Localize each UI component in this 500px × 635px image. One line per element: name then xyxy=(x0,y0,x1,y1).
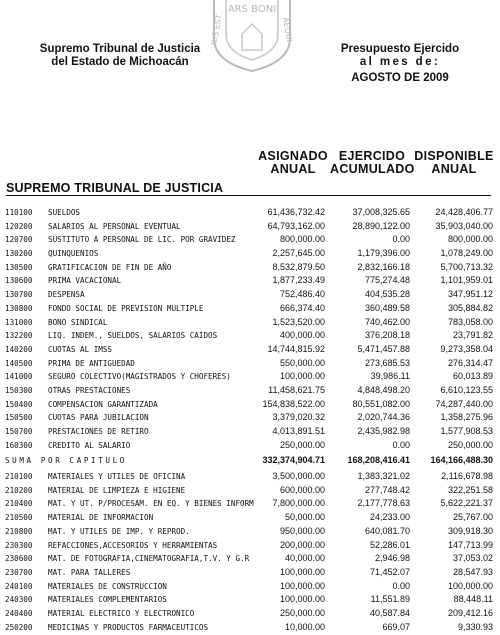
asignado-value: 250,000.00 xyxy=(279,439,325,450)
column-header-asignado-line1: ASIGNADO xyxy=(258,149,328,163)
asignado-value: 3,379,020.32 xyxy=(272,412,325,423)
disponible-value: 9,330.93 xyxy=(457,621,493,632)
account-description: MATERIALES Y UTILES DE OFICINA xyxy=(48,472,186,482)
account-code: 240400 xyxy=(5,608,33,618)
summary-row xyxy=(0,454,500,468)
account-code: 130600 xyxy=(5,276,33,286)
disponible-value: 322,251.58 xyxy=(447,484,493,495)
disponible-value: 164,166,488.30 xyxy=(430,455,493,466)
ejercido-value: 168,208,416.41 xyxy=(347,455,410,466)
account-code: 210400 xyxy=(5,499,33,509)
column-header-ejercido-line1: EJERCIDO xyxy=(338,149,406,163)
table-row xyxy=(0,316,500,330)
ejercido-value: 360,489.58 xyxy=(364,302,410,313)
section-title: SUPREMO TRIBUNAL DE JUSTICIA xyxy=(6,181,224,195)
account-code: 150400 xyxy=(5,399,33,409)
account-description: CUOTAS PARA JUBILACION xyxy=(48,413,149,423)
ejercido-value: 39,986.11 xyxy=(370,371,410,382)
asignado-value: 7,800,000.00 xyxy=(272,498,325,509)
disponible-value: 74,287,440.00 xyxy=(435,398,493,409)
report-month-label: al mes de: xyxy=(359,56,441,68)
ejercido-value: 740,462.00 xyxy=(364,316,410,327)
report-header xyxy=(320,43,480,85)
ejercido-value: 80,551,082.00 xyxy=(352,398,410,409)
account-description: MAT. PARA TALLERES xyxy=(48,567,131,577)
report-period: AGOSTO DE 2009 xyxy=(351,72,449,84)
ejercido-value: 2,020,744.36 xyxy=(357,412,410,423)
disponible-value: 100,000.00 xyxy=(447,580,493,591)
asignado-value: 40,000.00 xyxy=(284,553,325,564)
asignado-value: 666,374.40 xyxy=(279,302,325,313)
account-description: MATERIAL DE LIMPIEZA E HIGIENE xyxy=(48,485,186,495)
ejercido-value: 24,233.00 xyxy=(369,512,410,523)
ejercido-value: 40,587.84 xyxy=(369,607,410,618)
table-row xyxy=(0,357,500,371)
disponible-value: 305,884.82 xyxy=(447,302,493,313)
account-description: GRATIFICACION DE FIN DE AÑO xyxy=(48,262,172,272)
table-row xyxy=(0,302,500,316)
disponible-value: 9,273,358.04 xyxy=(440,343,493,354)
institution-header xyxy=(5,43,235,69)
column-header-ejercido-line2: ACUMULADO xyxy=(330,162,415,176)
table-row xyxy=(0,621,500,635)
table-row xyxy=(0,274,500,288)
account-code: 150300 xyxy=(5,385,33,395)
asignado-value: 50,000.00 xyxy=(284,512,325,523)
disponible-value: 25,767.00 xyxy=(452,512,493,523)
account-description: SUSTITUTO A PERSONAL DE LIC. POR GRAVIDEZ xyxy=(48,235,236,245)
account-code: 210200 xyxy=(5,485,33,495)
ejercido-value: 277,748.42 xyxy=(364,484,410,495)
asignado-value: 100,000.00 xyxy=(279,566,325,577)
table-row xyxy=(0,261,500,275)
disponible-value: 88,448.11 xyxy=(453,594,493,605)
disponible-value: 276,314.47 xyxy=(447,357,493,368)
disponible-value: 1,101,959.01 xyxy=(440,275,493,286)
disponible-value: 309,918.30 xyxy=(447,525,493,536)
table-row xyxy=(0,343,500,357)
table-row xyxy=(0,288,500,302)
account-code: 140500 xyxy=(5,358,33,368)
disponible-value: 5,622,221.37 xyxy=(440,498,493,509)
account-code: 230300 xyxy=(5,540,33,550)
disponible-value: 23,791.82 xyxy=(452,330,493,341)
seal-text-top: ARS BONI xyxy=(227,4,277,15)
table-row xyxy=(0,497,500,511)
table-row xyxy=(0,411,500,425)
ejercido-value: 0.00 xyxy=(392,439,410,450)
account-description: MATERIAL ELECTRICO Y ELECTRONICO xyxy=(48,608,195,618)
asignado-value: 400,000.00 xyxy=(279,330,325,341)
account-code: 210800 xyxy=(5,526,33,536)
ejercido-value: 376,208.18 xyxy=(364,330,410,341)
account-description: MAT. Y UTILES DE IMP. Y REPROD. xyxy=(48,526,190,536)
table-row xyxy=(0,370,500,384)
account-description: MATERIALES COMPLEMENTARIOS xyxy=(48,595,167,605)
account-code: 130200 xyxy=(5,249,33,259)
table-row xyxy=(0,580,500,594)
account-description: DESPENSA xyxy=(48,290,85,300)
account-code: 120700 xyxy=(5,235,33,245)
account-description: SEGURO COLECTIVO(MAGISTRADOS Y CHOFERES) xyxy=(48,372,231,382)
ejercido-value: 37,008,325.65 xyxy=(352,207,410,217)
asignado-value: 2,257,645.00 xyxy=(272,248,325,259)
table-row xyxy=(0,206,500,220)
account-description: FONDO SOCIAL DE PREVISION MULTIPLE xyxy=(48,303,204,313)
account-code: 130800 xyxy=(5,303,33,313)
account-code: 210500 xyxy=(5,513,33,523)
asignado-value: 1,877,233.49 xyxy=(272,275,325,286)
asignado-value: 4,013,891.51 xyxy=(272,426,325,436)
asignado-value: 600,000.00 xyxy=(279,484,325,495)
institution-line-2: del Estado de Michoacán xyxy=(51,56,189,68)
asignado-value: 800,000.00 xyxy=(279,234,325,245)
account-description: MAT. Y UT. P/PROCESAM. EN EQ. Y BIENES INFORM xyxy=(48,499,254,509)
account-code: 250200 xyxy=(5,622,33,632)
account-code: 141000 xyxy=(5,372,33,382)
ejercido-value: 11,551.89 xyxy=(370,594,410,605)
ejercido-value: 1,179,396.00 xyxy=(357,248,410,259)
disponible-value: 28,547.93 xyxy=(452,566,493,577)
asignado-value: 11,458,621.75 xyxy=(268,384,325,395)
account-code: 150500 xyxy=(5,413,33,423)
table-row xyxy=(0,398,500,412)
account-code: 131000 xyxy=(5,317,33,327)
account-description: LIQ. INDEM., SUELDOS, SALARIOS CAIDOS xyxy=(48,331,218,341)
disponible-value: 783,058.00 xyxy=(447,316,493,327)
account-code: SUMA POR CAPITULO xyxy=(5,456,127,466)
ejercido-value: 1,383,321.02 xyxy=(357,471,410,482)
ejercido-value: 669.07 xyxy=(382,621,410,632)
account-code: 230700 xyxy=(5,567,33,577)
account-code: 150700 xyxy=(5,427,33,436)
column-header-disponible xyxy=(412,150,496,176)
ejercido-value: 640,081.70 xyxy=(364,525,410,536)
budget-table xyxy=(0,206,500,634)
column-header-disponible-line2: ANUAL xyxy=(431,162,477,176)
disponible-value: 250,000.00 xyxy=(447,439,493,450)
account-code: 120200 xyxy=(5,221,33,231)
table-row xyxy=(0,593,500,607)
table-row xyxy=(0,384,500,398)
disponible-value: 1,358,275.96 xyxy=(440,412,493,423)
asignado-value: 100,000.00 xyxy=(279,594,325,605)
ejercido-value: 273,685.53 xyxy=(364,357,410,368)
table-row xyxy=(0,539,500,553)
ejercido-value: 4,848,498.20 xyxy=(357,384,410,395)
account-description: MEDICINAS Y PRODUCTOS FARMACEUTICOS xyxy=(48,622,209,632)
asignado-value: 100,000.00 xyxy=(279,371,325,382)
disponible-value: 5,700,713.32 xyxy=(440,261,493,272)
ejercido-value: 775,274.48 xyxy=(364,275,410,286)
asignado-value: 250,000.00 xyxy=(279,607,325,618)
asignado-value: 154,838,522.00 xyxy=(262,398,325,409)
table-row xyxy=(0,247,500,261)
table-row xyxy=(0,511,500,525)
account-description: PRIMA VACACIONAL xyxy=(48,276,122,286)
asignado-value: 200,000.00 xyxy=(279,539,325,550)
disponible-value: 1,577,908.53 xyxy=(440,426,493,436)
report-title: Presupuesto Ejercido xyxy=(340,43,460,55)
disponible-value: 1,078,249.00 xyxy=(440,248,493,259)
asignado-value: 10,000.00 xyxy=(284,621,325,632)
account-description: SALARIOS AL PERSONAL EVENTUAL xyxy=(48,221,181,231)
asignado-value: 61,436,732.42 xyxy=(267,207,325,217)
table-row xyxy=(0,425,500,439)
asignado-value: 64,793,162.00 xyxy=(267,220,325,231)
account-code: 130700 xyxy=(5,290,33,300)
ejercido-value: 0.00 xyxy=(392,234,410,245)
account-description: QUINQUENIOS xyxy=(48,249,99,259)
disponible-value: 2,116,678.98 xyxy=(441,471,493,482)
ejercido-value: 2,832,166.18 xyxy=(357,261,410,272)
column-header-asignado-line2: ANUAL xyxy=(270,162,316,176)
table-row xyxy=(0,233,500,247)
account-description: PRIMA DE ANTIGUEDAD xyxy=(48,358,135,368)
account-description: CUOTAS AL IMSS xyxy=(48,344,113,354)
asignado-value: 3,500,000.00 xyxy=(272,471,325,482)
account-description: MAT. DE FOTOGRAFIA,CINEMATOGRAFIA,T.V. Y G.R xyxy=(48,554,250,564)
ejercido-value: 5,471,457.88 xyxy=(357,343,410,354)
account-code: 230600 xyxy=(5,554,33,564)
account-description: MATERIAL DE INFORMACION xyxy=(48,513,154,523)
ejercido-value: 28,890,122.00 xyxy=(352,220,410,231)
asignado-value: 100,000.00 xyxy=(279,580,325,591)
account-code: 130500 xyxy=(5,262,33,272)
account-code: 132200 xyxy=(5,331,33,341)
disponible-value: 209,412.16 xyxy=(447,607,493,618)
asignado-value: 8,532,879.50 xyxy=(272,261,325,272)
account-code: 240100 xyxy=(5,581,33,591)
account-description: PRESTACIONES DE RETIRO xyxy=(48,427,149,436)
account-code: 110100 xyxy=(5,208,33,217)
ejercido-value: 2,435,982.98 xyxy=(357,426,410,436)
asignado-value: 752,486.40 xyxy=(279,289,325,300)
asignado-value: 332,374,904.71 xyxy=(262,455,325,466)
account-description: MATERIALES DE CONSTRUCCION xyxy=(48,581,167,591)
ejercido-value: 2,177,778.63 xyxy=(357,498,410,509)
account-description: COMPENSACION GARANTIZADA xyxy=(48,399,158,409)
disponible-value: 37,053.02 xyxy=(452,553,493,564)
table-row xyxy=(0,607,500,621)
seal-text-right: AEQUI xyxy=(280,16,295,43)
seal-text-left: IUS EST xyxy=(209,13,224,46)
ejercido-value: 2,946.98 xyxy=(374,553,410,564)
account-description: REFACCIONES,ACCESORIOS Y HERRAMIENTAS xyxy=(48,540,218,550)
disponible-value: 60,013.89 xyxy=(452,371,493,382)
asignado-value: 550,000.00 xyxy=(279,357,325,368)
account-description: OTRAS PRESTACIONES xyxy=(48,385,131,395)
table-row xyxy=(0,566,500,580)
asignado-value: 950,000.00 xyxy=(279,525,325,536)
table-row xyxy=(0,525,500,539)
disponible-value: 800,000.00 xyxy=(447,234,493,245)
account-description: CREDITO AL SALARIO xyxy=(48,440,131,450)
disponible-value: 6,610,123.55 xyxy=(440,384,493,395)
disponible-value: 347,951.12 xyxy=(447,289,493,300)
account-code: 240300 xyxy=(5,595,33,605)
asignado-value: 1,523,520.00 xyxy=(272,316,325,327)
account-code: 210100 xyxy=(5,472,33,482)
account-description: BONO SINDICAL xyxy=(48,317,108,327)
account-code: 140200 xyxy=(5,344,33,354)
section-divider xyxy=(6,195,491,196)
disponible-value: 147,713.99 xyxy=(447,539,493,550)
table-row xyxy=(0,439,500,453)
ejercido-value: 404,535.28 xyxy=(364,289,410,300)
column-header-asignado xyxy=(253,150,333,176)
table-row xyxy=(0,484,500,498)
ejercido-value: 52,286.01 xyxy=(369,539,410,550)
ejercido-value: 71,452.07 xyxy=(369,566,410,577)
column-header-disponible-line1: DISPONIBLE xyxy=(414,149,494,163)
table-row xyxy=(0,470,500,484)
column-header-ejercido xyxy=(330,150,414,176)
table-row xyxy=(0,220,500,234)
table-row xyxy=(0,552,500,566)
disponible-value: 24,428,406.77 xyxy=(435,207,493,217)
ejercido-value: 0.00 xyxy=(392,580,410,591)
institution-line-1: Supremo Tribunal de Justicia xyxy=(39,43,201,55)
disponible-value: 35,903,040.00 xyxy=(435,220,493,231)
account-code: 160300 xyxy=(5,440,33,450)
table-row xyxy=(0,329,500,343)
account-description: SUELDOS xyxy=(48,208,81,217)
asignado-value: 14,744,815.92 xyxy=(267,343,325,354)
